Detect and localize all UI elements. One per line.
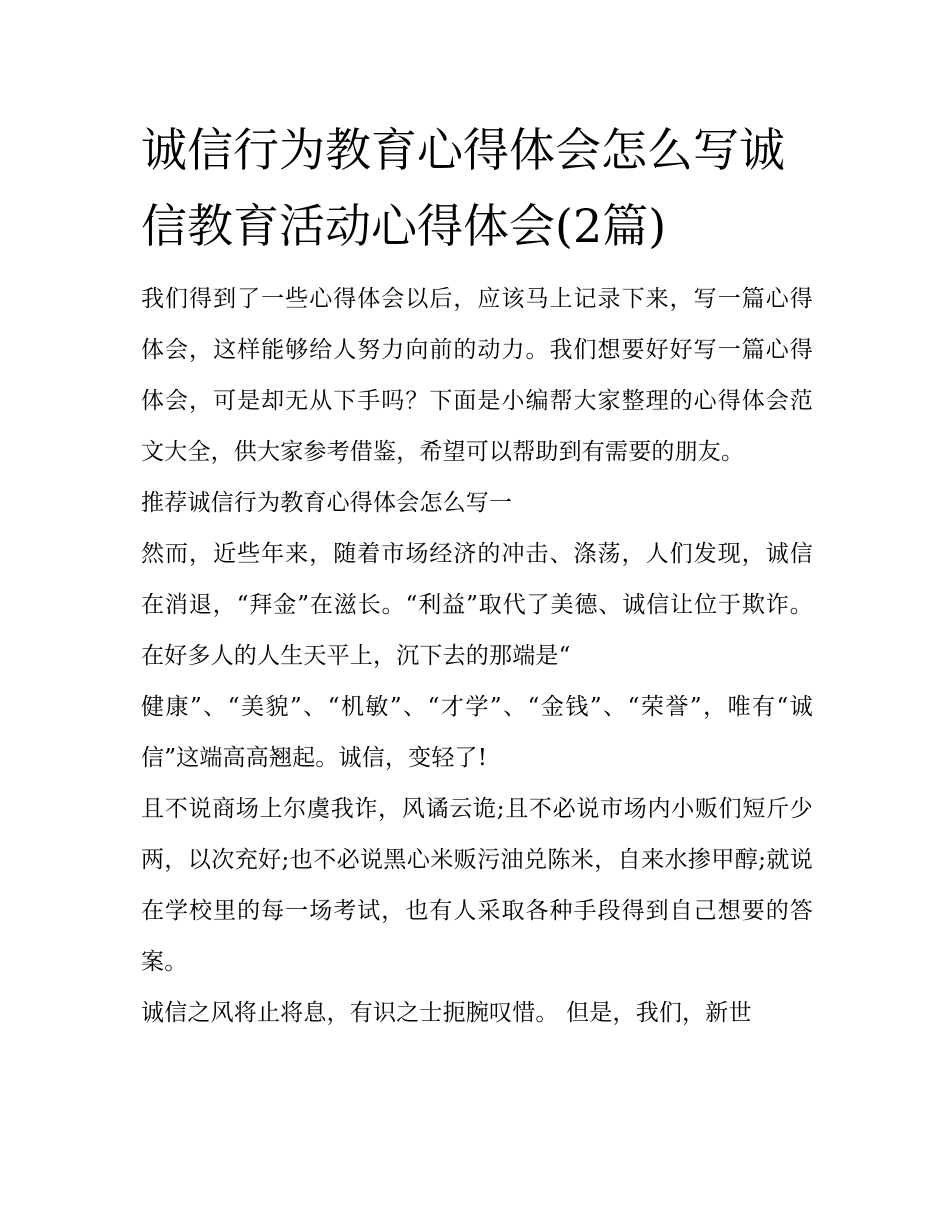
document-title: 诚信行为教育心得体会怎么写诚信教育活动心得体会(2篇) bbox=[141, 123, 785, 253]
body-paragraph: 然而，近些年来，随着市场经济的冲击、涤荡，人们发现，诚信在消退，“拜金”在滋长。“利益”取代了美德、诚信让位于欺诈。在好多人的人生天平上，沉下去的那端是“ bbox=[141, 541, 813, 669]
body-paragraph: 健康”、“美貌”、“机敏”、“才学”、“金钱”、“荣誉”，唯有“诚信”这端高高翘起。诚信，变轻了! bbox=[141, 694, 813, 771]
section-heading: 推荐诚信行为教育心得体会怎么写一 bbox=[141, 490, 513, 516]
body-paragraph: 诚信之风将止将息，有识之士扼腕叹惜。 但是，我们，新世 bbox=[141, 1000, 752, 1026]
document-page bbox=[141, 112, 813, 1039]
body-paragraph: 且不说商场上尔虞我诈，风谲云诡;且不必说市场内小贩们短斤少两，以次充好;也不必说黑心米贩污油兑陈米，自来水掺甲醇;就说在学校里的每一场考试，也有人采取各种手段得到自己想要的答案。 bbox=[141, 796, 813, 975]
intro-paragraph: 我们得到了一些心得体会以后，应该马上记录下来，写一篇心得体会，这样能够给人努力向前的动力。我们想要好好写一篇心得体会，可是却无从下手吗？下面是小编帮大家整理的心得体会范文大全，供大家参考借鉴，希望可以帮助到有需要的朋友。 bbox=[141, 286, 813, 465]
